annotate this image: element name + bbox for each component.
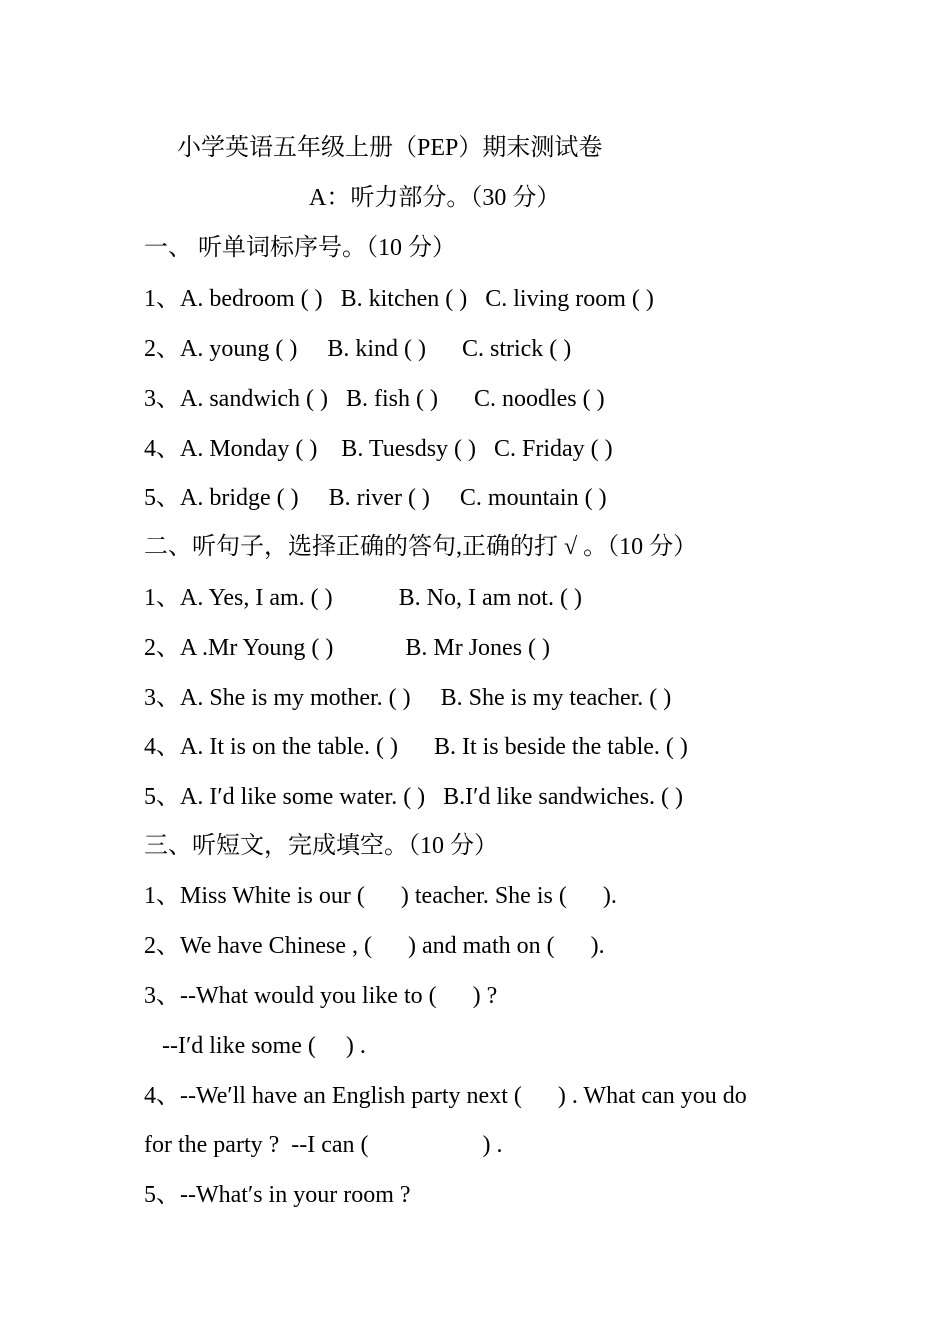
part1-item-3: 3、A. sandwich ( ) B. fish ( ) C. noodles ( ) <box>144 386 605 412</box>
part2-item-1: 1、A. Yes, I am. ( ) B. No, I am not. ( ) <box>144 585 582 611</box>
part3-item-2: 2、We have Chinese , ( ) and math on ( ). <box>144 933 605 959</box>
part3-item-4-continued: for the party ? --I can ( ) . <box>144 1132 503 1158</box>
part1-heading: 一、 听单词标序号。（10 分） <box>144 235 456 261</box>
part2-item-4: 4、A. It is on the table. ( ) B. It is beside the table. ( ) <box>144 734 688 760</box>
part3-item-3: 3、--What would you like to ( ) ? <box>144 983 498 1009</box>
part3-item-3-answer: --I′d like some ( ) . <box>144 1033 366 1059</box>
part1-item-2: 2、A. young ( ) B. kind ( ) C. strick ( ) <box>144 336 572 362</box>
part2-item-5: 5、A. I′d like some water. ( ) B.I′d like sandwiches. ( ) <box>144 784 684 810</box>
part1-item-5: 5、A. bridge ( ) B. river ( ) C. mountain ( ) <box>144 485 607 511</box>
section-a-heading: A：听力部分。（30 分） <box>309 185 561 211</box>
part2-heading: 二、听句子，选择正确的答句,正确的打 √ 。（10 分） <box>144 534 698 560</box>
part2-item-2: 2、A .Mr Young ( ) B. Mr Jones ( ) <box>144 635 551 661</box>
part1-item-4: 4、A. Monday ( ) B. Tuesdsy ( ) C. Friday ( ) <box>144 436 613 462</box>
part3-item-5: 5、--What′s in your room ? <box>144 1182 411 1208</box>
exam-title: 小学英语五年级上册（PEP）期末测试卷 <box>177 135 603 161</box>
part2-item-3: 3、A. She is my mother. ( ) B. She is my teacher. ( ) <box>144 685 672 711</box>
part3-item-4: 4、--We′ll have an English party next ( ) . What can you do <box>144 1083 747 1109</box>
part3-heading: 三、听短文，完成填空。（10 分） <box>144 833 498 859</box>
part3-item-1: 1、Miss White is our ( ) teacher. She is ( ). <box>144 883 617 909</box>
part1-item-1: 1、A. bedroom ( ) B. kitchen ( ) C. living room ( ) <box>144 286 654 312</box>
